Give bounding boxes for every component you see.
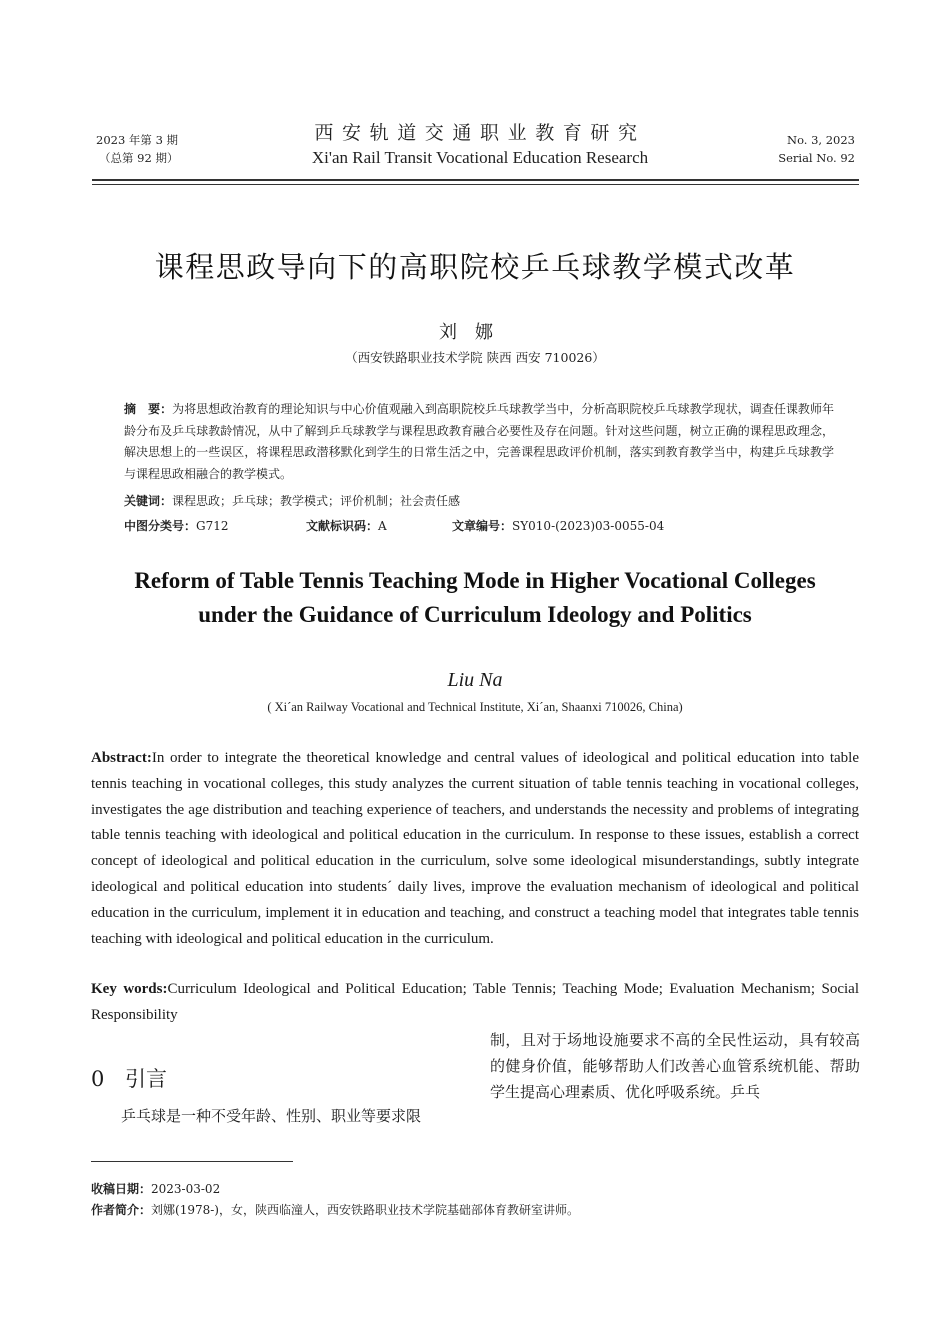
- journal-name-en: Xi'an Rail Transit Vocational Education Research: [311, 148, 649, 167]
- body-text-right: 制，且对于场地设施要求不高的全民性运动，具有较高的健身价值，能够帮助人们改善心血管系统机能、帮助学生提高心理素质、优化呼吸系统。乒乓: [490, 1031, 860, 1101]
- cn-affiliation: （西安铁路职业技术学院 陕西 西安 710026）: [345, 350, 605, 365]
- clc-item: [124, 516, 306, 538]
- cn-keywords: [124, 491, 834, 513]
- en-keywords-text: Curriculum Ideological and Political Education; Table Tennis; Teaching Mode; Evaluation Mechanism; Social Responsibility: [91, 981, 859, 1023]
- header-issue: [96, 131, 216, 167]
- en-abstract-text: In order to integrate the theoretical knowledge and central values of ideological and political education into table tennis teaching in vocational colleges, this study analyzes the current situation of table tennis teaching in vocational colleges, investigates the age distribution and teaching experience of teachers, and understands the necessity and problems of integrating table tennis teaching with ideological and political education in the curriculum. In response to these issues, establish a correct concept of ideological and political education in the curriculum, solve some ideological misunderstandings, subtly integrate ideological and political education into students´ daily lives, improve the evaluation mechanism of ideological and political education in the curriculum, implement it in education and teaching, and construct a teaching model that integrates table tennis teaching with ideological and political education in the curriculum.: [91, 750, 859, 947]
- header-serial: [715, 131, 855, 167]
- clc-value: G712: [196, 519, 229, 533]
- section-title: 引言: [125, 1067, 167, 1091]
- header-number: No. 3, 2023: [787, 133, 855, 147]
- header-issue-year: 2023 年第 3 期: [96, 133, 179, 147]
- en-keywords-label: Key words:: [91, 981, 168, 997]
- author-bio-label: 作者简介：: [91, 1203, 152, 1217]
- header-rule-thick: [92, 179, 859, 181]
- cn-classification: [124, 516, 834, 538]
- received-label: 收稿日期：: [91, 1182, 152, 1196]
- en-abstract: [91, 746, 859, 952]
- doc-code-item: [306, 516, 452, 538]
- en-author: Liu Na: [447, 669, 503, 691]
- author-bio-value: 刘娜(1978-)，女，陕西临潼人，西安铁路职业技术学院基础部体育教研室讲师。: [151, 1203, 579, 1217]
- doc-code-value: A: [378, 519, 387, 533]
- cn-abstract-label: 摘 要：: [124, 402, 173, 416]
- header-issue-total: （总第 92 期）: [99, 151, 179, 165]
- cn-abstract: [124, 399, 834, 485]
- cn-keywords-label: 关键词：: [124, 494, 173, 508]
- cn-author: 刘娜: [439, 322, 511, 343]
- en-title: [60, 564, 890, 632]
- cn-abstract-text: 为将思想政治教育的理论知识与中心价值观融入到高职院校乒乓球教学当中，分析高职院校乒乓球教学现状，调查任课教师年龄分布及乒乓球教龄情况，从中了解到乒乓球教学与课程思政教育融合必要性及存在问题。针对这些问题，树立正确的课程思政理念，解决思想上的一些误区，将课程思政潜移默化到学生的日常生活之中，完善课程思政评价机制，落实到教育教学当中，构建乒乓球教学与课程思政相融合的教学模式。: [124, 402, 834, 481]
- section-number: 0: [91, 1067, 105, 1091]
- article-no-label: 文章编号：: [452, 519, 513, 533]
- header-rule-thin: [92, 184, 859, 185]
- body-text-left: 乒乓球是一种不受年龄、性别、职业等要求限: [121, 1107, 422, 1125]
- footnote-received: [91, 1180, 861, 1198]
- footnote-author: [91, 1201, 861, 1219]
- footnote-rule: [91, 1161, 293, 1162]
- section-heading: [91, 1063, 167, 1093]
- journal-name-cn: 西安轨道交通职业教育研究: [314, 122, 646, 144]
- en-keywords: [91, 977, 859, 1029]
- header-journal: [250, 120, 710, 170]
- en-title-line1: Reform of Table Tennis Teaching Mode in Higher Vocational Colleges: [134, 568, 816, 593]
- article-no-value: SY010-(2023)03-0055-04: [512, 519, 665, 533]
- header-serial-number: Serial No. 92: [778, 151, 855, 165]
- received-value: 2023-03-02: [151, 1182, 221, 1196]
- cn-keywords-text: 课程思政；乒乓球；教学模式；评价机制；社会责任感: [172, 494, 461, 508]
- cn-title: 课程思政导向下的高职院校乒乓球教学模式改革: [154, 250, 796, 284]
- en-abstract-label: Abstract:: [91, 750, 152, 766]
- en-affiliation: ( Xi´an Railway Vocational and Technical Institute, Xi´an, Shaanxi 710026, China): [267, 700, 683, 714]
- clc-label: 中图分类号：: [124, 519, 197, 533]
- article-no-item: [452, 516, 664, 538]
- en-title-line2: under the Guidance of Curriculum Ideology and Politics: [198, 602, 752, 627]
- doc-code-label: 文献标识码：: [306, 519, 379, 533]
